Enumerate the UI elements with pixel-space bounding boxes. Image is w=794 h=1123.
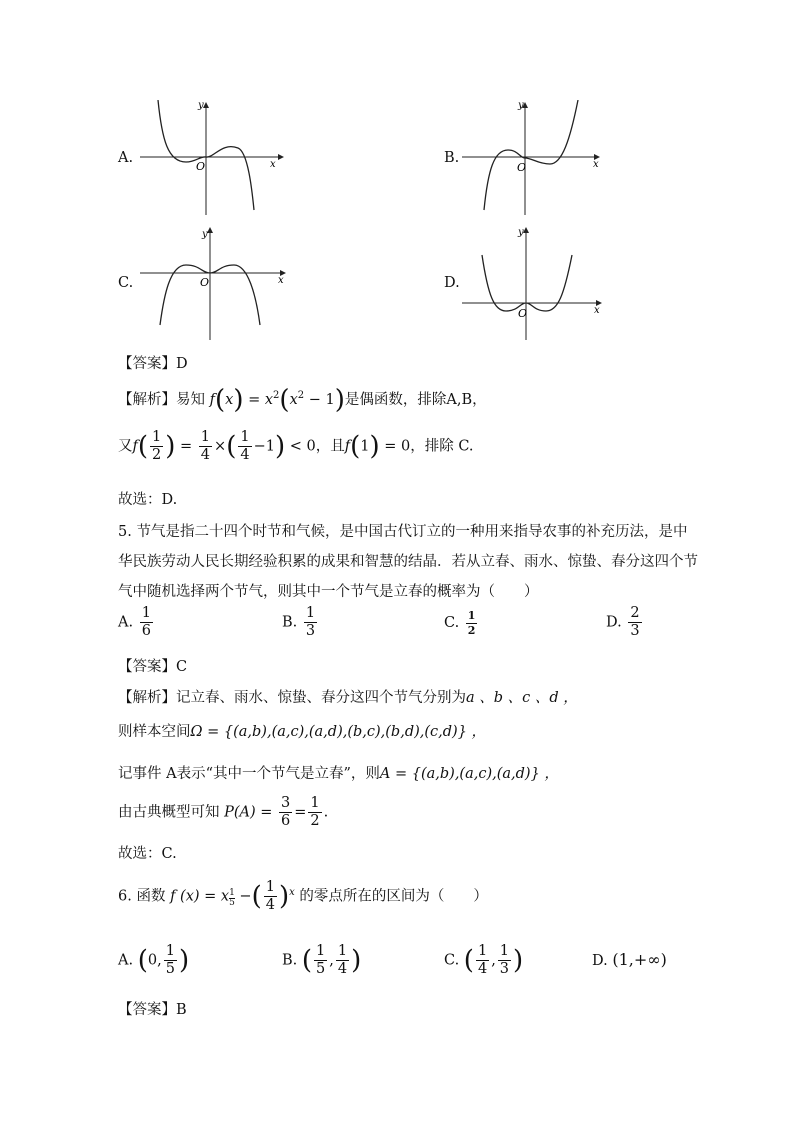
analysis-text: 记立春、雨水、惊蛰、春分这四个节气分别为: [176, 690, 466, 706]
option-label: B.: [282, 614, 298, 631]
q5-answer: [118, 655, 187, 676]
q5-option-b[interactable]: [282, 606, 319, 639]
option-a-label: A.: [118, 150, 134, 166]
function-lhs: f (x) = x: [170, 888, 230, 905]
frac-den: 4: [265, 897, 275, 914]
frac-num: 1: [314, 944, 327, 961]
frac-den: 3: [305, 623, 316, 640]
analysis-text: 则样本空间: [118, 724, 191, 740]
sample-space: Ω = {(a,b),(a,c),(a,d),(b,c),(b,d),(c,d)} ，: [190, 724, 487, 740]
q5-stem-line3: 气中随机选择两个节气，则其中一个节气是立春的概率为（ ）: [118, 584, 539, 600]
option-label: D.: [592, 953, 608, 969]
svg-text:x: x: [270, 159, 276, 170]
frac-den: 2: [467, 623, 476, 637]
svg-text:O: O: [517, 161, 527, 174]
frac-num: 1: [336, 944, 349, 961]
q6-option-a[interactable]: A. (0, $\frac{1}{5}$ ): [118, 943, 190, 978]
q5-analysis-line1: [118, 686, 578, 707]
analysis-text: 易知: [176, 392, 205, 408]
frac-den: 5: [316, 961, 326, 978]
analysis-tag: 【解析】: [118, 392, 176, 408]
question-number: 6. 函数: [118, 888, 166, 905]
q5-stem-line1: 5. 节气是指二十四个时节和气候，是中国古代订立的一种用来指导农事的补充历法，是中: [118, 524, 688, 540]
frac-den: 4: [337, 961, 348, 978]
q5-option-d[interactable]: [606, 606, 644, 639]
frac-num: 1: [308, 796, 321, 813]
q5-analysis-line3: [118, 762, 559, 783]
event-set: A = {(a,b),(a,c),(a,d)} ，: [379, 766, 559, 782]
q6-stem: 6. 函数 f (x) = x $\frac{1}{5}$ −( $\frac{1}{4}$ )$^x$ 的零点所在的区间为（ ）: [118, 879, 488, 914]
frac-den: 3: [630, 623, 640, 640]
graph-b: [462, 100, 607, 215]
q5-analysis-line4: 由古典概型可知 P(A) = $\frac{3}{6}$ = $\frac{1}{2}$ .: [118, 795, 329, 830]
analysis-tag: 【解析】: [118, 690, 176, 706]
q6-option-d[interactable]: [592, 950, 667, 969]
q4-analysis-line1: 【解析】易知 $f(x) = x^2(x^2 - 1)$是偶函数，排除A,B，: [118, 385, 487, 415]
q4-analysis-line2: 又f( $\frac{1}{2}$ ) = $\frac{1}{4}$ ×( $\frac{1}{4}$ −1) < 0，且f(1) = 0，排除 C.: [118, 429, 474, 464]
frac-num: 1: [476, 944, 489, 961]
interval-left: 0: [147, 952, 158, 969]
q6-answer: [118, 998, 187, 1019]
svg-text:O: O: [518, 307, 528, 320]
option-label: C.: [444, 952, 460, 969]
frac-num: 1: [304, 606, 317, 623]
analysis-text: 由古典概型可知: [118, 804, 220, 821]
option-label: A.: [118, 952, 134, 969]
analysis-vars: a 、b 、c 、d ，: [466, 690, 578, 706]
svg-text:y: y: [202, 229, 208, 240]
graph-c: [140, 225, 290, 340]
frac-num: 1: [164, 944, 177, 961]
q6-option-b[interactable]: B. ( $\frac{1}{5}$ , $\frac{1}{4}$ ): [282, 943, 362, 978]
q5-conclusion: 故选：C.: [118, 846, 177, 862]
frac-num: 1: [498, 944, 511, 961]
frac-num: 2: [628, 606, 641, 623]
formula: f: [209, 392, 215, 408]
q4-answer: [118, 352, 188, 373]
q6-option-c[interactable]: C. ( $\frac{1}{4}$ , $\frac{1}{3}$ ): [444, 943, 524, 978]
q5-option-a[interactable]: [118, 606, 155, 639]
analysis-text-suffix: 是偶函数，排除A,B，: [344, 392, 487, 408]
frac-den: 6: [141, 623, 151, 640]
q5-stem-line2: 华民族劳动人民长期经验积累的成果和智慧的结晶．若从立春、雨水、惊蛰、春分这四个节: [118, 554, 698, 570]
frac-den: 3: [499, 961, 510, 978]
q5-analysis-line2: [118, 720, 486, 741]
answer-value: B: [176, 1002, 187, 1018]
answer-tag: 【答案】: [118, 356, 176, 372]
minus-sign: −: [239, 888, 252, 905]
frac-num: 1: [140, 606, 153, 623]
option-label: D.: [606, 614, 622, 631]
svg-text:x: x: [278, 275, 284, 286]
answer-value: D: [176, 356, 188, 372]
answer-tag: 【答案】: [118, 659, 176, 675]
graph-d: [462, 225, 607, 340]
svg-text:y: y: [198, 100, 204, 111]
exponent: x: [289, 886, 295, 898]
svg-text:O: O: [200, 276, 210, 289]
q4-conclusion: 故选：D.: [118, 492, 178, 508]
svg-text:y: y: [518, 100, 524, 111]
frac-num: 1: [264, 880, 277, 897]
svg-text:O: O: [196, 160, 206, 173]
frac-den: 4: [477, 961, 488, 978]
probability-lhs: P(A) =: [224, 804, 273, 821]
option-d-label: D.: [444, 275, 460, 291]
exp-den: 5: [229, 897, 235, 908]
frac-num: 1: [467, 609, 476, 622]
interval: (1,+∞): [612, 950, 667, 969]
graph-a: [140, 100, 290, 215]
analysis-text-mid: ，且: [315, 438, 345, 455]
svg-text:x: x: [594, 305, 600, 316]
analysis-text: 又: [118, 438, 133, 455]
option-label: C.: [444, 615, 460, 632]
question-text: 的零点所在的区间为（ ）: [299, 888, 488, 905]
answer-value: C: [176, 659, 188, 675]
frac-den: 5: [165, 961, 175, 978]
frac-num: 3: [279, 796, 292, 813]
analysis-text: 记事件 A表示“其中一个节气是立春”，则: [118, 766, 380, 782]
frac-den: 6: [281, 813, 291, 830]
svg-text:x: x: [593, 159, 599, 170]
analysis-text-suffix: ，排除 C.: [410, 438, 474, 455]
option-label: B.: [282, 952, 298, 969]
option-c-label: C.: [118, 275, 134, 291]
option-label: A.: [118, 614, 134, 631]
svg-text:y: y: [518, 227, 524, 238]
answer-tag: 【答案】: [118, 1002, 176, 1018]
frac-den: 2: [310, 813, 320, 830]
option-b-label: B.: [444, 150, 460, 166]
q5-option-c[interactable]: [444, 610, 479, 636]
exp-num: 1: [229, 887, 235, 898]
